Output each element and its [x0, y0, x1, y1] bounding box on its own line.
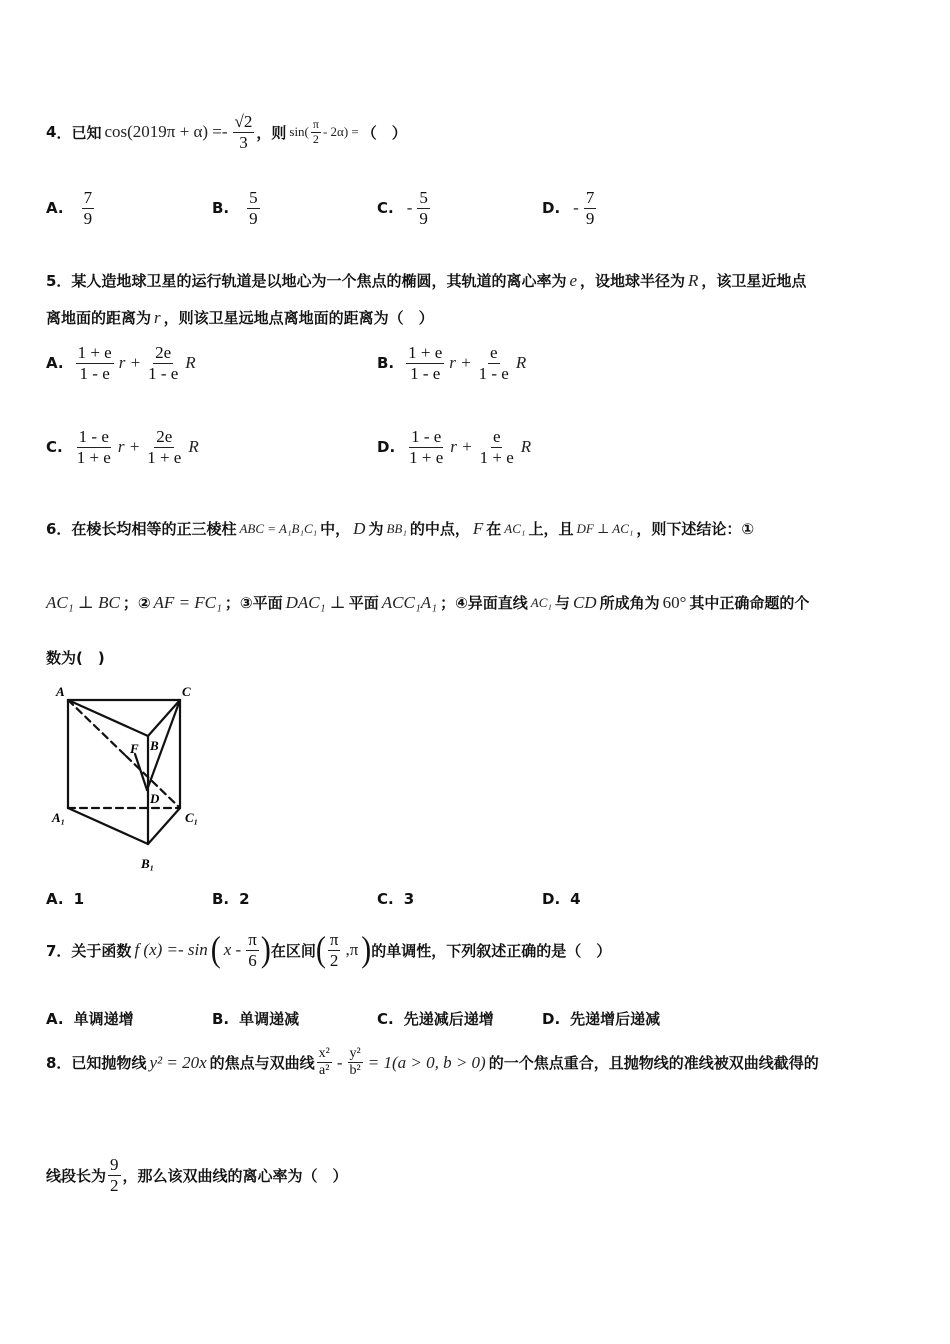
q5-option-d[interactable]: D. $\frac{1 - e}{1 + e}$ r + $\frac{e}{1 + e}$ R [377, 427, 532, 467]
q6-stem-line1: 6．在棱长均相等的正三棱柱 ABC = A₁B₁C₁ 中， D 为 BB₁ 的中点， F 在 AC₁ 上，且 DF ⊥ AC₁ ，则下述结论：① [46, 518, 755, 538]
q5-stem-line2: 离地面的距离为 r ，则该卫星远地点离地面的距离为（ ） [46, 307, 434, 327]
q5-option-c[interactable]: C. $\frac{1 - e}{1 + e}$ r + $\frac{2e}{1 + e}$ R [46, 427, 199, 467]
q5-option-b[interactable]: B. $\frac{1 + e}{1 - e}$ r + $\frac{e}{1 - e}$ R [377, 343, 527, 383]
q8-stem-line2: 线段长为 $\frac{9}{2}$ ，那么该双曲线的离心率为（ ） [46, 1155, 348, 1195]
q6-option-d[interactable]: D. 4 [542, 890, 581, 908]
label-C1: C₁ [185, 810, 199, 825]
q4-option-b-frac: $\frac{5}{9}$ [249, 188, 258, 228]
q4-mid: ，则 [256, 123, 287, 142]
segment-a-d [68, 700, 126, 756]
edge-a1-b1 [68, 808, 148, 844]
q4-option-c[interactable]: C. - $\frac{5}{9}$ [377, 188, 428, 228]
q7-option-a[interactable]: A. 单调递增 [46, 1009, 134, 1028]
q4-pre: 已知 [71, 123, 102, 142]
label-F: F [130, 741, 139, 756]
edge-b1-c1 [148, 808, 180, 844]
label-B: B [150, 738, 159, 753]
q7-stem: 7．关于函数 f (x) =- sin ( x - $\frac{\pi}{6}$ ) 在区间 ( $\frac{\pi}{2}$ ,π ) 的单调性，下列叙述正确的是（ ） [46, 929, 612, 970]
edge-a-b [68, 700, 148, 736]
q6-prism-figure [46, 682, 216, 877]
q4-option-b[interactable]: B. $\frac{5}{9}$ [212, 188, 258, 228]
q4-option-c-frac: $\frac{5}{9}$ [419, 188, 428, 228]
q4-option-d-frac: $\frac{7}{9}$ [585, 188, 595, 228]
q6-stem-line2: AC₁ ⊥ BC ；② AF = FC₁ ；③平面 DAC₁ ⊥ 平面 ACC₁A₁ ；④异面直线 AC₁ 与 CD 所成角为 60° 其中正确命题的个 [46, 592, 810, 612]
edge-b-c [148, 700, 180, 736]
q7-option-c[interactable]: C. 先递减后递增 [377, 1009, 494, 1028]
q4-option-d[interactable]: D. - $\frac{7}{9}$ [542, 188, 595, 228]
q5-option-a[interactable]: A. $\frac{1 + e}{1 - e}$ r + $\frac{2e}{1 - e}$ R [46, 343, 196, 383]
q4-condition: cos(2019π + α) =- [104, 122, 228, 142]
q6-option-c[interactable]: C. 3 [377, 890, 415, 908]
label-C: C [182, 684, 191, 699]
label-A: A [56, 684, 65, 699]
q6-option-b[interactable]: B. 2 [212, 890, 250, 908]
q4-tail: （ ） [361, 123, 407, 142]
label-B1: B₁ [141, 856, 155, 871]
label-A1: A₁ [52, 810, 66, 825]
segment-f-d [135, 754, 147, 790]
q4-number: 4 [46, 123, 57, 142]
q5-stem-line1: 5．某人造地球卫星的运行轨道是以地心为一个焦点的椭圆，其轨道的离心率为 e ，设地球半径为 R ，该卫星近地点 [46, 270, 807, 290]
label-D: D [150, 791, 160, 806]
q4-cond-fraction: $\frac{√2}{3}$ [234, 112, 253, 152]
q4-stem: 4 ． 已知 cos(2019π + α) =- $\frac{√2}{3}$ ，则 sin( $\frac{\pi}{2}$ - 2α) = （ ） [46, 112, 407, 152]
q4-expr-a: sin( [289, 124, 309, 140]
q7-option-d[interactable]: D. 先递增后递减 [542, 1009, 661, 1028]
q4-option-a[interactable]: A. $\frac{7}{9}$ [46, 188, 93, 228]
q8-stem-line1: 8．已知抛物线 y² = 20x 的焦点与双曲线 $\frac{\text{x²}}{\text{a²}}$ - $\frac{\text{y²}}{\text{b²}}$ = 1(a > 0, b > 0) 的一个焦点重合，且抛物线的准线被双曲线截得的 [46, 1046, 819, 1079]
q4-option-a-frac: $\frac{7}{9}$ [83, 188, 93, 228]
q6-option-a[interactable]: A. 1 [46, 890, 85, 908]
q4-expr-fraction: $\frac{\pi}{2}$ [312, 116, 319, 146]
q7-option-b[interactable]: B. 单调递减 [212, 1009, 300, 1028]
q6-stem-line3: 数为( ) [46, 649, 105, 667]
q4-expr-b: - 2α) = [322, 124, 359, 140]
